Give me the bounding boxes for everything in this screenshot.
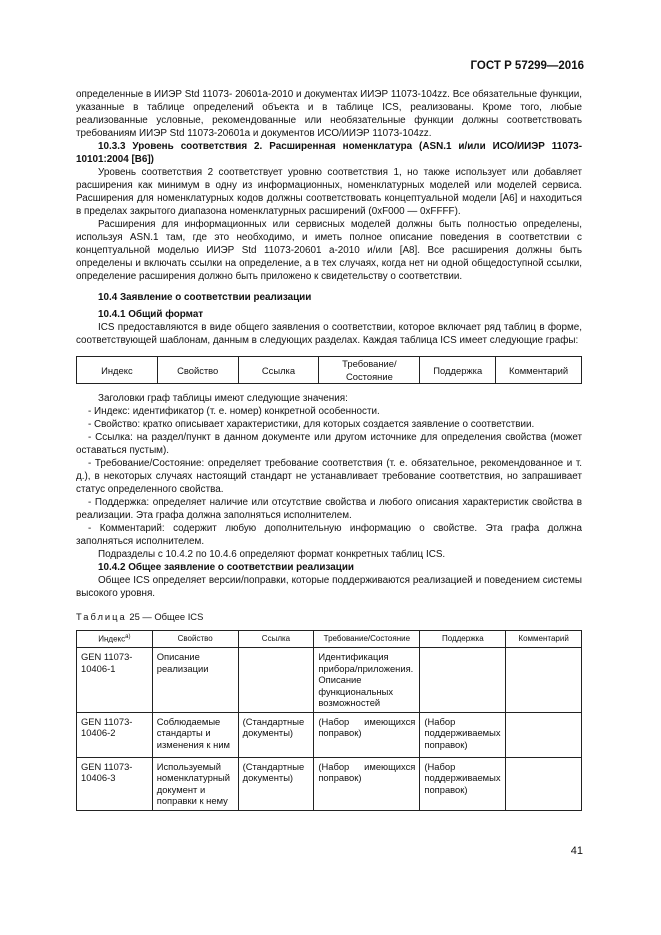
ics-table-25 <box>76 630 582 811</box>
column-label-comment: Комментарий <box>496 357 582 384</box>
definition-item: - Свойство: кратко описывает характеристики, для которых создается заявление о соответствии. <box>88 419 535 430</box>
cell-comment <box>506 712 582 757</box>
column-label-support: Поддержка <box>420 357 496 384</box>
column-label-property: Свойство <box>157 357 238 384</box>
cell-reference <box>238 648 314 713</box>
definition-item: - Ссылка: на раздел/пункт в данном документе или другом источнике для определения свойства (может оставаться пустым). <box>76 432 582 456</box>
table-header-requirement: Требование/Состояние <box>314 631 420 648</box>
paragraph: определенные в ИИЭР Std 11073- 20601a-2010 и документах ИИЭР 11073-104zz. Все обязательные функции, указанные в таблице определений объекта и в таблице ICS, реализованы. Кроме того, любые реализованные условные, рекомендованные или необязательные функции должны соответствовать требованиям ИИЭР Std 11073-20601a и документов ИСО/ИИЭР 11073-104zz. <box>76 89 582 139</box>
table-row <box>77 712 582 757</box>
cell-requirement: Идентификация прибора/приложения. Описание функциональных возможностей <box>314 648 420 713</box>
section-heading-10-4: 10.4 Заявление о соответствии реализации <box>98 292 312 303</box>
cell-support: (Набор поддерживаемых поправок) <box>420 757 506 810</box>
document-id-header: ГОСТ Р 57299—2016 <box>470 60 584 72</box>
cell-property: Соблюдаемые стандарты и изменения к ним <box>152 712 238 757</box>
cell-requirement: (Набор имеющихся поправок) <box>314 757 420 810</box>
body-text <box>76 88 582 811</box>
table-header-comment: Комментарий <box>506 631 582 648</box>
paragraph: Общее ICS определяет версии/поправки, которые поддерживаются реализацией и поведением системы высокого уровня. <box>76 575 582 599</box>
definition-item: - Требование/Состояние: определяет требование соответствия (т. е. обязательное, рекомендованное и т. д.), в некоторых случаях настоящий стандарт не устанавливает требование соответствия, но запрашивает статус определенного свойства. <box>76 458 582 495</box>
section-heading-10-4-1: 10.4.1 Общий формат <box>98 309 204 320</box>
footnote-marker: а) <box>125 634 131 641</box>
cell-property: Используемый номенклатурный документ и поправки к нему <box>152 757 238 810</box>
cell-index: GEN 11073-10406-1 <box>77 648 153 713</box>
paragraph: ICS предоставляются в виде общего заявления о соответствии, которое включает ряд таблиц в форме, соответствующей шаблонам, данным в следующих разделах. Каждая таблица ICS имеет следующие графы: <box>76 322 582 346</box>
cell-comment <box>506 648 582 713</box>
section-heading-10-3-3: 10.3.3 Уровень соответствия 2. Расширенная номенклатура (ASN.1 и/или ИСО/ИИЭР 11073-10101:2004 [B6]) <box>76 141 582 165</box>
paragraph: Уровень соответствия 2 соответствует уровню соответствия 1, но также использует или добавляет расширения как минимум в одну из информационных, номенклатурных моделей или моделей сервиса. Расширения для номенклатурных кодов должны соответствовать концептуальной модели [A6] и находиться в пределах закрытого диапазона номенклатурных расширений (0xF000 — 0xFFFF). <box>76 167 582 217</box>
definition-item: - Индекс: идентификатор (т. е. номер) конкретной особенности. <box>88 406 380 417</box>
definition-item: - Поддержка: определяет наличие или отсутствие свойства и любого описания характеристик свойства в реализации. Эта графа должна заполняться исполнителем. <box>76 497 582 521</box>
column-label-index: Индекс <box>77 357 158 384</box>
page-number: 41 <box>570 845 583 857</box>
section-heading-10-4-2: 10.4.2 Общее заявление о соответствии реализации <box>98 562 354 573</box>
cell-support <box>420 648 506 713</box>
cell-reference: (Стандартные документы) <box>238 757 314 810</box>
table-caption-prefix: Таблица <box>76 611 127 622</box>
paragraph: Заголовки граф таблицы имеют следующие значения: <box>98 393 348 404</box>
table-header-reference: Ссылка <box>238 631 314 648</box>
cell-requirement: (Набор имеющихся поправок) <box>314 712 420 757</box>
paragraph: Подразделы с 10.4.2 по 10.4.6 определяют формат конкретных таблиц ICS. <box>98 549 446 560</box>
definition-item: - Комментарий: содержит любую дополнительную информацию о свойстве. Эта графа должна заполняться исполнителем. <box>76 523 582 547</box>
cell-index: GEN 11073-10406-2 <box>77 712 153 757</box>
column-label-requirement: Требование/Состояние <box>319 357 420 384</box>
cell-property: Описание реализации <box>152 648 238 713</box>
ics-columns-row <box>76 356 582 384</box>
table-row <box>77 648 582 713</box>
cell-support: (Набор поддерживаемых поправок) <box>420 712 506 757</box>
column-label-reference: Ссылка <box>238 357 319 384</box>
table-header-property: Свойство <box>152 631 238 648</box>
table-header-index: Индекс$^{а)}$ <box>77 631 153 648</box>
table-caption <box>76 610 582 623</box>
cell-index: GEN 11073-10406-3 <box>77 757 153 810</box>
table-caption-title: 25 — Общее ICS <box>129 611 204 622</box>
table-row <box>77 757 582 810</box>
paragraph: Расширения для информационных или сервисных моделей должны быть полностью определены, используя ASN.1 там, где это необходимо, и иметь полное описание поведения в соответствии с концептуальной моделью ИИЭР Std 11073-20601 a-2010 и/или [A8]. Все расширения должны быть определены и включать ссылки на определение, а в тех случаях, когда нет ни одной общедоступной ссылки, определение расширения должно быть приложено к свидетельству о соответствии. <box>76 219 582 282</box>
cell-reference: (Стандартные документы) <box>238 712 314 757</box>
table-header-support: Поддержка <box>420 631 506 648</box>
cell-comment <box>506 757 582 810</box>
